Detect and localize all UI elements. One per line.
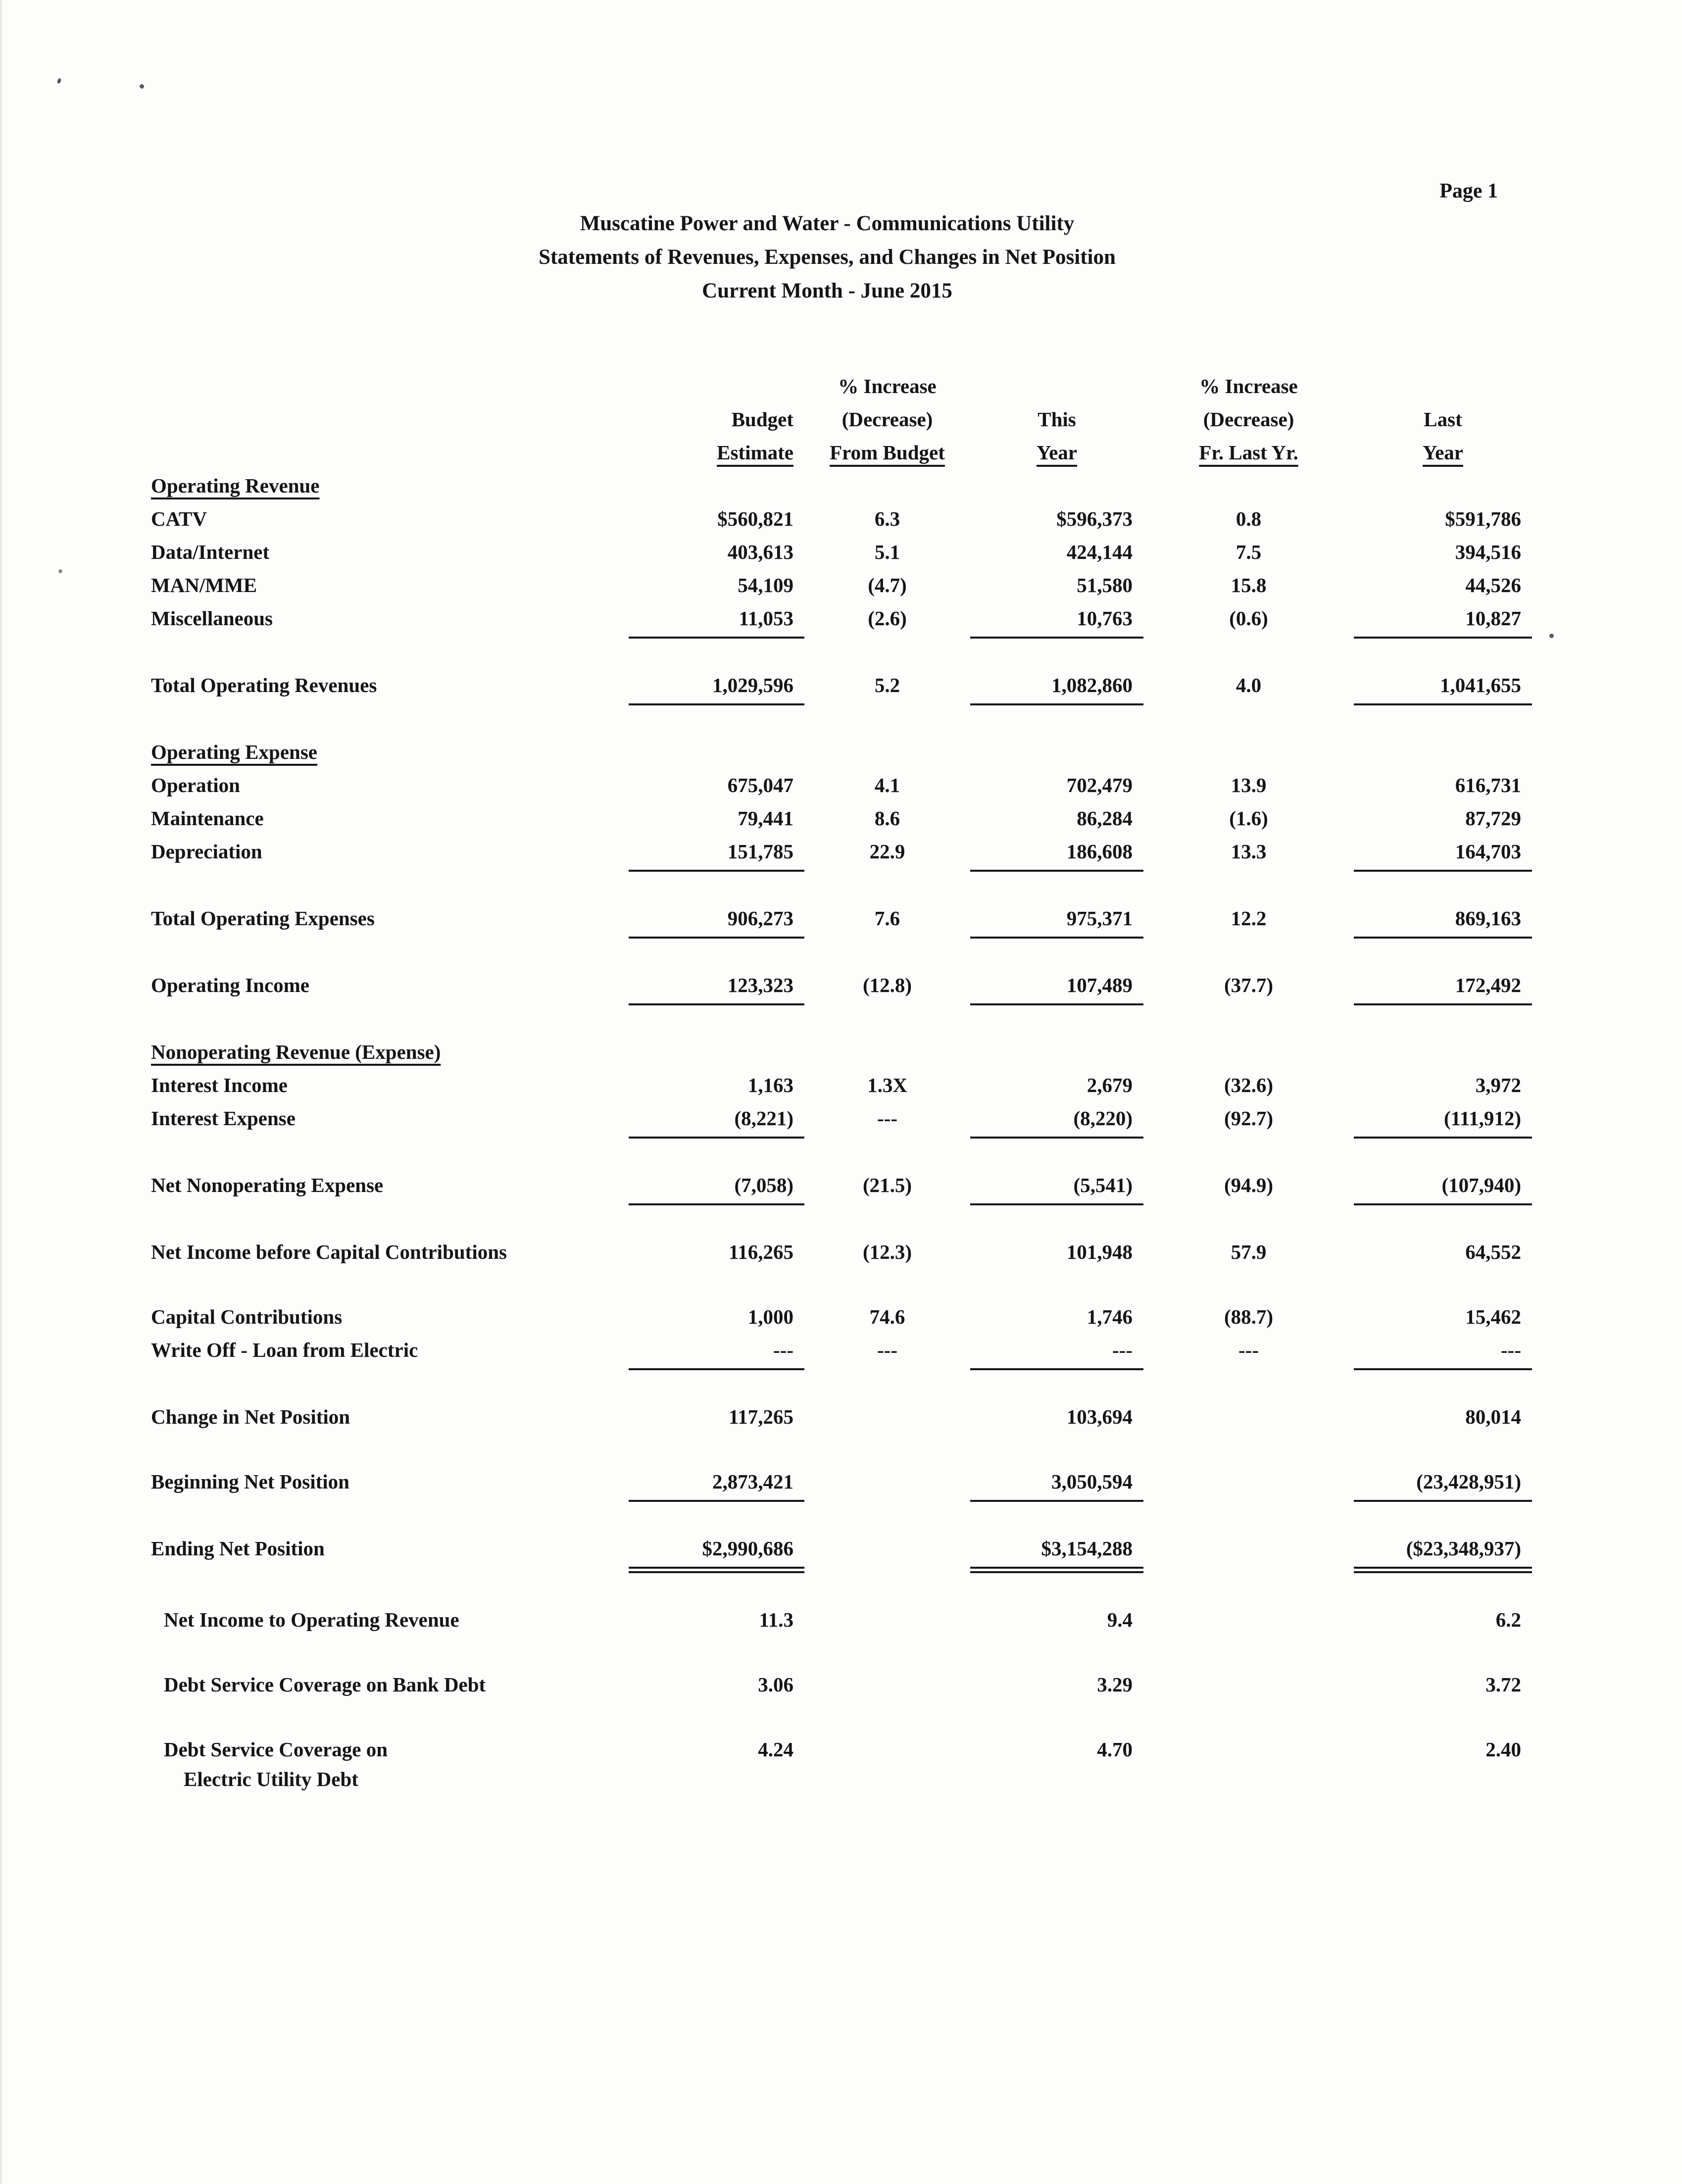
table-row [151,1170,1682,1205]
cell-pct-from-last-year: 12.2 [1231,907,1267,930]
cell-last-year: $591,786 [1445,507,1521,530]
table-row [151,837,1682,872]
cell-pct-from-budget: (4.7) [868,574,907,596]
cell-last-year: (111,912) [1354,1103,1532,1139]
cell-pct-from-budget: 22.9 [869,840,905,863]
cell-pct-from-budget [804,1420,970,1424]
header-row [151,438,1682,471]
cell-pct-from-last-year: (37.7) [1224,974,1274,996]
cell-budget-estimate: --- [629,1335,804,1370]
table-row [151,1302,1682,1335]
cell-pct-from-last-year: (0.6) [1229,607,1268,630]
cell-this-year: 424,144 [1066,541,1133,563]
cell-this-year: 103,694 [1066,1405,1133,1428]
row-label-line2: Electric Utility Debt [184,1768,358,1790]
cell-pct-from-budget: 4.1 [874,774,900,796]
row-label: Ending Net Position [151,1537,325,1560]
cell-pct-from-budget: (21.5) [862,1174,912,1196]
cell-budget-estimate: 4.24 [758,1738,793,1761]
row-label: Capital Contributions [151,1305,343,1328]
cell-pct-from-last-year [1143,489,1354,493]
table-row [151,1670,1682,1703]
cell-budget-estimate: 2,873,421 [629,1467,804,1502]
cell-budget-estimate: 1,000 [747,1305,793,1328]
cell-pct-from-last-year [1143,1420,1354,1424]
row-label: Operating Income [151,974,309,996]
row-label: MAN/MME [151,574,257,596]
cell-this-year: 1,746 [1087,1305,1133,1328]
scan-edge-shadow [0,0,3,2184]
header-label-column [151,423,629,426]
table-row [151,1402,1682,1435]
cell-budget-estimate: (8,221) [629,1103,804,1139]
cell-pct-from-budget: --- [877,1107,897,1130]
cell-last-year: 64,552 [1465,1241,1521,1263]
header-budget-estimate [629,390,804,393]
cell-pct-from-budget [804,755,970,759]
cell-this-year: 4.70 [1097,1738,1133,1761]
section-label: Nonoperating Revenue (Expense) [151,1041,441,1063]
cell-this-year: 51,580 [1077,574,1133,596]
cell-last-year: 394,516 [1455,541,1521,563]
row-label: Net Income before Capital Contributions [151,1241,507,1263]
spacer-row [151,872,1682,903]
table-row [151,603,1682,639]
row-label: Interest Expense [151,1107,296,1130]
table-row [151,670,1682,705]
cell-budget-estimate: 11.3 [759,1608,793,1631]
title-line-3: Current Month - June 2015 [702,279,952,302]
cell-last-year: 87,729 [1465,807,1521,830]
table-row [151,1534,1682,1573]
table-row [151,903,1682,939]
spacer-row [151,1638,1682,1670]
cell-last-year: 164,703 [1354,837,1532,872]
header-this-year: This [1038,408,1076,431]
row-label: Miscellaneous [151,607,273,630]
cell-last-year: 3.72 [1485,1673,1521,1696]
row-label: Operation [151,774,240,796]
cell-last-year: 616,731 [1455,774,1521,796]
cell-this-year: 3.29 [1097,1673,1133,1696]
table-row [151,1605,1682,1638]
cell-this-year: 2,679 [1087,1074,1133,1096]
cell-budget-estimate: $560,821 [717,507,793,530]
cell-this-year: 101,948 [1066,1241,1133,1263]
spacer-row [151,705,1682,737]
cell-last-year: 44,526 [1465,574,1521,596]
cell-pct-from-budget: 8.6 [874,807,900,830]
document-title-block [0,0,1668,308]
spacer-row [151,939,1682,970]
spacer-row [151,1270,1682,1302]
header-last-year: Year [1423,441,1463,464]
table-row [151,1070,1682,1103]
title-line-1: Muscatine Power and Water - Communications Utility [580,212,1075,235]
spacer-row [151,1370,1682,1402]
row-label: Data/Internet [151,541,270,563]
row-label: CATV [151,507,207,530]
header-label-column [151,456,629,459]
cell-pct-from-last-year: (92.7) [1224,1107,1274,1130]
cell-this-year: $3,154,288 [970,1534,1143,1573]
cell-this-year [970,755,1143,759]
cell-budget-estimate: 403,613 [727,541,793,563]
row-label: Net Nonoperating Expense [151,1174,384,1196]
financial-statement-table [151,371,1682,1797]
cell-pct-from-last-year: (94.9) [1224,1174,1274,1196]
header-label-column [151,390,629,393]
cell-pct-from-last-year: (1.6) [1229,807,1268,830]
cell-last-year [1354,755,1532,759]
header-last-year [1354,390,1532,393]
cell-budget-estimate [629,755,804,759]
row-label: Total Operating Revenues [151,674,377,696]
cell-this-year: --- [970,1335,1143,1370]
cell-last-year: 2.40 [1485,1738,1521,1761]
cell-last-year [1354,1055,1532,1059]
cell-this-year [970,489,1143,493]
table-row [151,1735,1682,1797]
table-row [151,1103,1682,1139]
table-row [151,1467,1682,1502]
row-label: Depreciation [151,840,262,863]
table-row [151,970,1682,1005]
cell-last-year: (23,428,951) [1354,1467,1532,1502]
row-label: Change in Net Position [151,1405,350,1428]
row-label: Total Operating Expenses [151,907,375,930]
section-label: Operating Revenue [151,474,320,497]
table-header [151,371,1682,471]
cell-pct-from-budget: --- [877,1339,897,1361]
spacer-row [151,1573,1682,1605]
header-pct-from-last-year: (Decrease) [1203,408,1294,431]
table-row [151,1335,1682,1370]
cell-last-year: 869,163 [1354,903,1532,939]
cell-budget-estimate: 906,273 [629,903,804,939]
cell-this-year: 702,479 [1066,774,1133,796]
header-this-year [970,390,1143,393]
cell-this-year: 107,489 [970,970,1143,1005]
header-pct-from-last-year: % Increase [1199,375,1298,397]
cell-pct-from-budget: (12.3) [862,1241,912,1263]
spacer-row [151,1703,1682,1735]
cell-budget-estimate: $2,990,686 [629,1534,804,1573]
cell-pct-from-last-year: 57.9 [1231,1241,1267,1263]
row-label: Interest Income [151,1074,288,1096]
table-row [151,803,1682,837]
cell-last-year: 3,972 [1475,1074,1521,1096]
cell-budget-estimate: 675,047 [727,774,793,796]
cell-pct-from-last-year [1143,1485,1354,1489]
header-pct-from-last-year: Fr. Last Yr. [1199,441,1298,464]
cell-this-year: 1,082,860 [970,670,1143,705]
table-body [151,471,1682,1797]
cell-budget-estimate: 54,109 [738,574,793,596]
scan-speck [58,569,62,573]
cell-pct-from-budget: 7.6 [874,907,900,930]
cell-last-year: 15,462 [1465,1305,1521,1328]
cell-pct-from-budget [804,1552,970,1555]
header-row [151,371,1682,404]
cell-pct-from-last-year [1143,1055,1354,1059]
cell-pct-from-last-year [1143,1623,1354,1627]
cell-budget-estimate [629,489,804,493]
cell-pct-from-budget [804,1753,970,1756]
cell-last-year: ($23,348,937) [1354,1534,1532,1573]
cell-budget-estimate: 116,265 [729,1241,793,1263]
cell-pct-from-last-year: 15.8 [1231,574,1267,596]
cell-this-year: 3,050,594 [970,1467,1143,1502]
cell-pct-from-last-year [1143,1552,1354,1555]
cell-pct-from-budget: (12.8) [862,974,912,996]
header-pct-from-budget: % Increase [838,375,937,397]
cell-pct-from-last-year: --- [1238,1339,1259,1361]
cell-this-year: 186,608 [970,837,1143,872]
cell-pct-from-last-year: 0.8 [1236,507,1262,530]
page-number: Page 1 [1439,180,1498,202]
cell-pct-from-last-year: (32.6) [1224,1074,1274,1096]
section-header-row [151,1037,1682,1070]
cell-this-year: 975,371 [970,903,1143,939]
cell-pct-from-last-year: 13.3 [1231,840,1267,863]
cell-last-year: 1,041,655 [1354,670,1532,705]
cell-pct-from-budget [804,1688,970,1691]
cell-last-year: 10,827 [1354,603,1532,639]
cell-pct-from-budget: 5.1 [874,541,900,563]
cell-budget-estimate: 1,163 [747,1074,793,1096]
cell-last-year: --- [1354,1335,1532,1370]
header-pct-from-budget: From Budget [830,441,945,464]
spacer-row [151,1005,1682,1037]
spacer-row [151,1139,1682,1170]
cell-budget-estimate: 123,323 [629,970,804,1005]
cell-this-year: $596,373 [1056,507,1133,530]
header-last-year: Last [1424,408,1462,431]
cell-pct-from-last-year [1143,755,1354,759]
cell-this-year: 86,284 [1077,807,1133,830]
cell-budget-estimate: 11,053 [629,603,804,639]
cell-last-year [1354,489,1532,493]
cell-pct-from-budget [804,489,970,493]
row-label: Net Income to Operating Revenue [164,1608,459,1631]
row-label: Maintenance [151,807,264,830]
cell-pct-from-budget: (2.6) [868,607,907,630]
cell-pct-from-budget: 5.2 [874,674,900,696]
spacer-row [151,1205,1682,1237]
scan-speck [1549,634,1554,638]
spacer-row [151,1502,1682,1534]
cell-this-year: 9.4 [1107,1608,1133,1631]
section-header-row [151,737,1682,770]
table-row [151,504,1682,537]
cell-budget-estimate: 117,265 [729,1405,793,1428]
row-label: Debt Service Coverage on Electric Utility Debt [151,1735,629,1797]
cell-last-year: 80,014 [1465,1405,1521,1428]
cell-pct-from-last-year [1143,1753,1354,1756]
table-row [151,570,1682,603]
cell-pct-from-budget: 1.3X [867,1074,907,1096]
cell-this-year [970,1055,1143,1059]
cell-budget-estimate: 79,441 [738,807,793,830]
cell-pct-from-last-year: (88.7) [1224,1305,1274,1328]
cell-pct-from-last-year: 7.5 [1236,541,1262,563]
row-label: Write Off - Loan from Electric [151,1339,418,1361]
cell-last-year: (107,940) [1354,1170,1532,1205]
header-budget-estimate: Budget [731,408,793,431]
cell-pct-from-last-year: 4.0 [1236,674,1262,696]
cell-pct-from-budget: 6.3 [874,507,900,530]
cell-last-year: 172,492 [1354,970,1532,1005]
header-row [151,404,1682,438]
cell-this-year: 10,763 [970,603,1143,639]
section-header-row [151,471,1682,504]
header-pct-from-budget: (Decrease) [841,408,933,431]
table-row [151,1237,1682,1270]
row-label: Beginning Net Position [151,1470,349,1493]
cell-budget-estimate: 151,785 [629,837,804,872]
cell-budget-estimate [629,1055,804,1059]
cell-pct-from-last-year [1143,1688,1354,1691]
cell-pct-from-last-year: 13.9 [1231,774,1267,796]
row-label: Debt Service Coverage on Bank Debt [164,1673,486,1696]
cell-last-year: 6.2 [1495,1608,1521,1631]
cell-pct-from-budget [804,1623,970,1627]
spacer-row [151,639,1682,670]
cell-pct-from-budget: 74.6 [869,1305,905,1328]
cell-budget-estimate: 1,029,596 [629,670,804,705]
cell-pct-from-budget [804,1485,970,1489]
header-this-year: Year [1037,441,1077,464]
cell-budget-estimate: (7,058) [629,1170,804,1205]
section-label: Operating Expense [151,741,317,763]
cell-budget-estimate: 3.06 [758,1673,793,1696]
cell-this-year: (8,220) [970,1103,1143,1139]
cell-this-year: (5,541) [970,1170,1143,1205]
table-row [151,537,1682,570]
title-line-2: Statements of Revenues, Expenses, and Changes in Net Position [539,246,1116,269]
spacer-row [151,1435,1682,1467]
cell-pct-from-budget [804,1055,970,1059]
header-budget-estimate: Estimate [717,441,793,464]
table-row [151,770,1682,803]
